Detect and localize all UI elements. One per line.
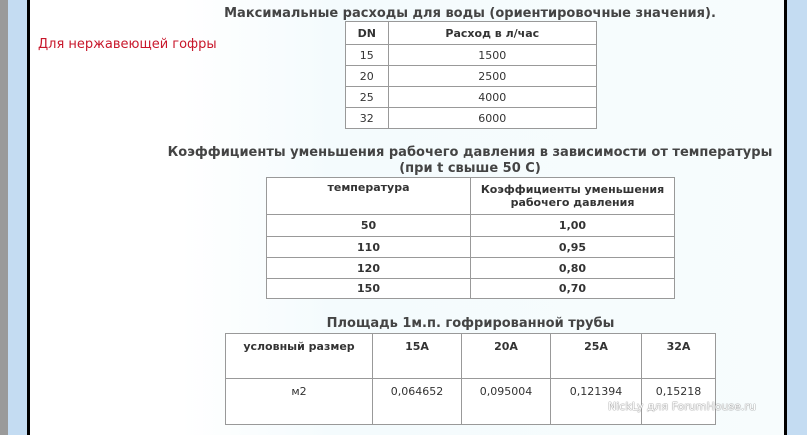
- header-cell: Расход в л/час: [388, 22, 596, 45]
- table-row: [267, 279, 675, 299]
- table-cell: 2500: [388, 66, 596, 87]
- table-cell: 0,064652: [373, 379, 462, 425]
- header-cell: 20А: [462, 334, 551, 379]
- note-text: Для нержавеющей гофры: [38, 37, 217, 52]
- table-row: [346, 87, 597, 108]
- pressure-table: [266, 177, 675, 299]
- table-cell: 0,95: [471, 237, 675, 258]
- table-cell: 110: [267, 237, 471, 258]
- header-cell: 32А: [642, 334, 716, 379]
- table-row: [267, 237, 675, 258]
- table-cell: 25: [346, 87, 389, 108]
- table-row: [346, 108, 597, 129]
- table-cell: 15: [346, 45, 389, 66]
- table-row: [346, 66, 597, 87]
- table-cell: 0,121394: [551, 379, 642, 425]
- table-cell: 0,70: [471, 279, 675, 299]
- table-cell: 6000: [388, 108, 596, 129]
- table-cell: 4000: [388, 87, 596, 108]
- header-cell: температура: [267, 178, 471, 215]
- table3-title: Площадь 1м.п. гофрированной трубы: [326, 316, 615, 331]
- table-cell: м2: [226, 379, 373, 425]
- table-cell: 32: [346, 108, 389, 129]
- table-row: [267, 258, 675, 279]
- window-edge: [0, 0, 8, 435]
- flow-table: [345, 21, 597, 129]
- table2-subtitle: (при t свыше 50 С): [399, 161, 541, 176]
- table-cell: 0,095004: [462, 379, 551, 425]
- table-cell: 120: [267, 258, 471, 279]
- table2-title: Коэффициенты уменьшения рабочего давления в зависимости от температуры: [167, 145, 773, 160]
- header-cell: 25А: [551, 334, 642, 379]
- table-cell: 50: [267, 215, 471, 237]
- table1-title: Максимальные расходы для воды (ориентировочные значения).: [224, 6, 716, 21]
- header-cell: Коэффициенты уменьшения рабочего давления: [471, 178, 675, 215]
- header-cell: DN: [346, 22, 389, 45]
- table-cell: 150: [267, 279, 471, 299]
- table-cell: 0,15218: [642, 379, 716, 425]
- table-row: [267, 215, 675, 237]
- table-cell: 0,80: [471, 258, 675, 279]
- header-cell: 15А: [373, 334, 462, 379]
- table-cell: 1500: [388, 45, 596, 66]
- table-cell: 20: [346, 66, 389, 87]
- watermark: NickLy для ForumHouse.ru: [608, 400, 756, 413]
- table-row: [346, 45, 597, 66]
- table-cell: 1,00: [471, 215, 675, 237]
- header-cell: условный размер: [226, 334, 373, 379]
